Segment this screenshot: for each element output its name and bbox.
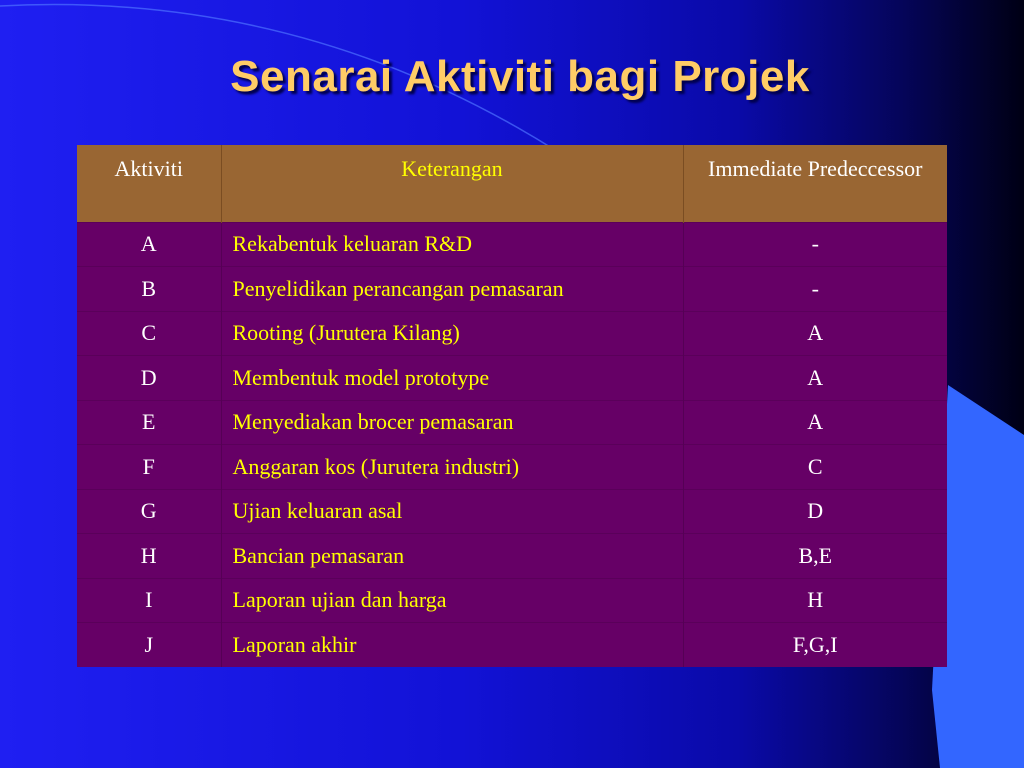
table-row (77, 311, 947, 356)
table-row (77, 623, 947, 668)
table-row (77, 267, 947, 312)
table-header-row (77, 145, 947, 222)
description-cell: Laporan ujian dan harga (221, 578, 683, 623)
activity-cell: J (77, 623, 221, 668)
header-predecessor: Immediate Predeccessor (708, 156, 923, 181)
description-cell: Penyelidikan perancangan pemasaran (221, 267, 683, 312)
predecessor-cell: - (683, 267, 947, 312)
activity-table-container (77, 145, 947, 667)
header-description: Keterangan (221, 145, 683, 222)
predecessor-cell: F,G,I (683, 623, 947, 668)
table-row (77, 400, 947, 445)
table-row (77, 534, 947, 579)
description-cell: Laporan akhir (221, 623, 683, 668)
activity-cell: H (77, 534, 221, 579)
table-row (77, 222, 947, 267)
header-activity: Aktiviti (77, 145, 221, 222)
description-cell: Rekabentuk keluaran R&D (221, 222, 683, 267)
slide-title: Senarai Aktiviti bagi Projek (230, 52, 810, 101)
activity-cell: D (77, 356, 221, 401)
activity-cell: B (77, 267, 221, 312)
table-row (77, 445, 947, 490)
predecessor-cell: B,E (683, 534, 947, 579)
predecessor-cell: H (683, 578, 947, 623)
description-cell: Menyediakan brocer pemasaran (221, 400, 683, 445)
description-cell: Bancian pemasaran (221, 534, 683, 579)
activity-table (77, 145, 947, 667)
activity-cell: A (77, 222, 221, 267)
predecessor-cell: C (683, 445, 947, 490)
activity-cell: I (77, 578, 221, 623)
predecessor-cell: D (683, 489, 947, 534)
predecessor-cell: - (683, 222, 947, 267)
activity-cell: C (77, 311, 221, 356)
description-cell: Anggaran kos (Jurutera industri) (221, 445, 683, 490)
description-cell: Membentuk model prototype (221, 356, 683, 401)
predecessor-cell: A (683, 311, 947, 356)
activity-cell: F (77, 445, 221, 490)
table-body (77, 222, 947, 667)
predecessor-cell: A (683, 400, 947, 445)
description-cell: Rooting (Jurutera Kilang) (221, 311, 683, 356)
predecessor-cell: A (683, 356, 947, 401)
table-row (77, 489, 947, 534)
table-row (77, 578, 947, 623)
activity-cell: E (77, 400, 221, 445)
activity-cell: G (77, 489, 221, 534)
table-row (77, 356, 947, 401)
description-cell: Ujian keluaran asal (221, 489, 683, 534)
